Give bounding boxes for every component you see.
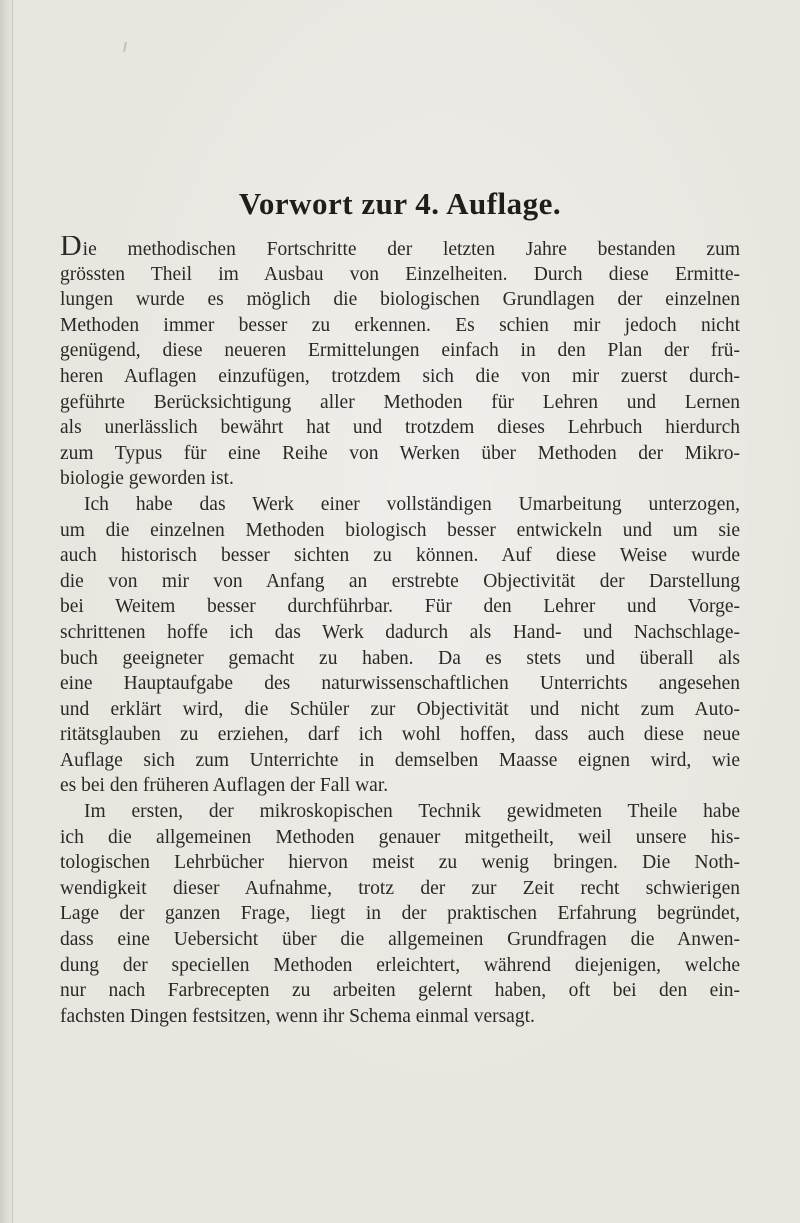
text-line: auch historisch besser sichten zu können. Auf diese Weise wurde xyxy=(60,545,740,567)
page-title: Vorwort zur 4. Auflage. xyxy=(238,186,562,221)
text-line: tologischen Lehrbücher hiervon meist zu wenig bringen. Die Noth- xyxy=(60,852,740,874)
text-line: grössten Theil im Ausbau von Einzelheiten. Durch diese Ermitte- xyxy=(60,263,740,285)
text-line: geführte Berücksichtigung aller Methoden für Lehren und Lernen xyxy=(60,391,740,413)
text-line: Die methodischen Fortschritte der letzten Jahre bestanden zum xyxy=(60,236,740,262)
preface-text xyxy=(60,236,740,1029)
drop-cap: D xyxy=(60,236,82,262)
text-line: Methoden immer besser zu erkennen. Es schien mir jedoch nicht xyxy=(60,314,740,336)
text-line: heren Auflagen einzufügen, trotzdem sich die von mir zuerst durch- xyxy=(60,365,740,387)
text-line: eine Hauptaufgabe des naturwissenschaftlichen Unterrichts angesehen xyxy=(60,673,740,695)
text-line: buch geeigneter gemacht zu haben. Da es stets und überall als xyxy=(60,647,740,669)
text-line: dung der speciellen Methoden erleichtert, während diejenigen, welche xyxy=(60,954,740,976)
text-line: Ich habe das Werk einer vollständigen Umarbeitung unterzogen, xyxy=(84,493,740,515)
text-line: ritätsglauben zu erziehen, darf ich wohl hoffen, dass auch diese neue xyxy=(60,724,740,746)
text-line: fachsten Dingen festsitzen, wenn ihr Schema einmal versagt. xyxy=(60,1005,535,1027)
stray-ink-mark xyxy=(123,42,127,52)
text-line: Im ersten, der mikroskopischen Technik gewidmeten Theile habe xyxy=(84,801,740,823)
text-line: und erklärt wird, die Schüler zur Objectivität und nicht zum Auto- xyxy=(60,698,740,720)
text-line: ich die allgemeinen Methoden genauer mitgetheilt, weil unsere his- xyxy=(60,826,740,848)
text-line: dass eine Uebersicht über die allgemeinen Grundfragen die Anwen- xyxy=(60,929,740,951)
text-line: genügend, diese neueren Ermittelungen einfach in den Plan der frü- xyxy=(60,340,740,362)
text-line: biologie geworden ist. xyxy=(60,468,234,490)
text-line: schrittenen hoffe ich das Werk dadurch als Hand- und Nachschlage- xyxy=(60,621,740,643)
text-line: lungen wurde es möglich die biologischen Grundlagen der einzelnen xyxy=(60,289,740,311)
text-line: nur nach Farbrecepten zu arbeiten gelernt haben, oft bei den ein- xyxy=(60,980,740,1002)
text-line: es bei den früheren Auflagen der Fall war. xyxy=(60,775,389,797)
text-line: Auflage sich zum Unterrichte in demselben Maasse eignen wird, wie xyxy=(60,749,740,771)
text-line: die von mir von Anfang an erstrebte Objectivität der Darstellung xyxy=(60,570,740,592)
page-gutter-shadow xyxy=(12,0,13,1223)
text-line: wendigkeit dieser Aufnahme, trotz der zur Zeit recht schwierigen xyxy=(60,877,740,899)
text-line: bei Weitem besser durchführbar. Für den Lehrer und Vorge- xyxy=(60,596,740,618)
text-line: um die einzelnen Methoden biologisch besser entwickeln und um sie xyxy=(60,519,740,541)
text-line: als unerlässlich bewährt hat und trotzdem dieses Lehrbuch hierdurch xyxy=(60,417,740,439)
text-line: zum Typus für eine Reihe von Werken über Methoden der Mikro- xyxy=(60,442,740,464)
text-line: Lage der ganzen Frage, liegt in der praktischen Erfahrung begründet, xyxy=(60,903,740,925)
